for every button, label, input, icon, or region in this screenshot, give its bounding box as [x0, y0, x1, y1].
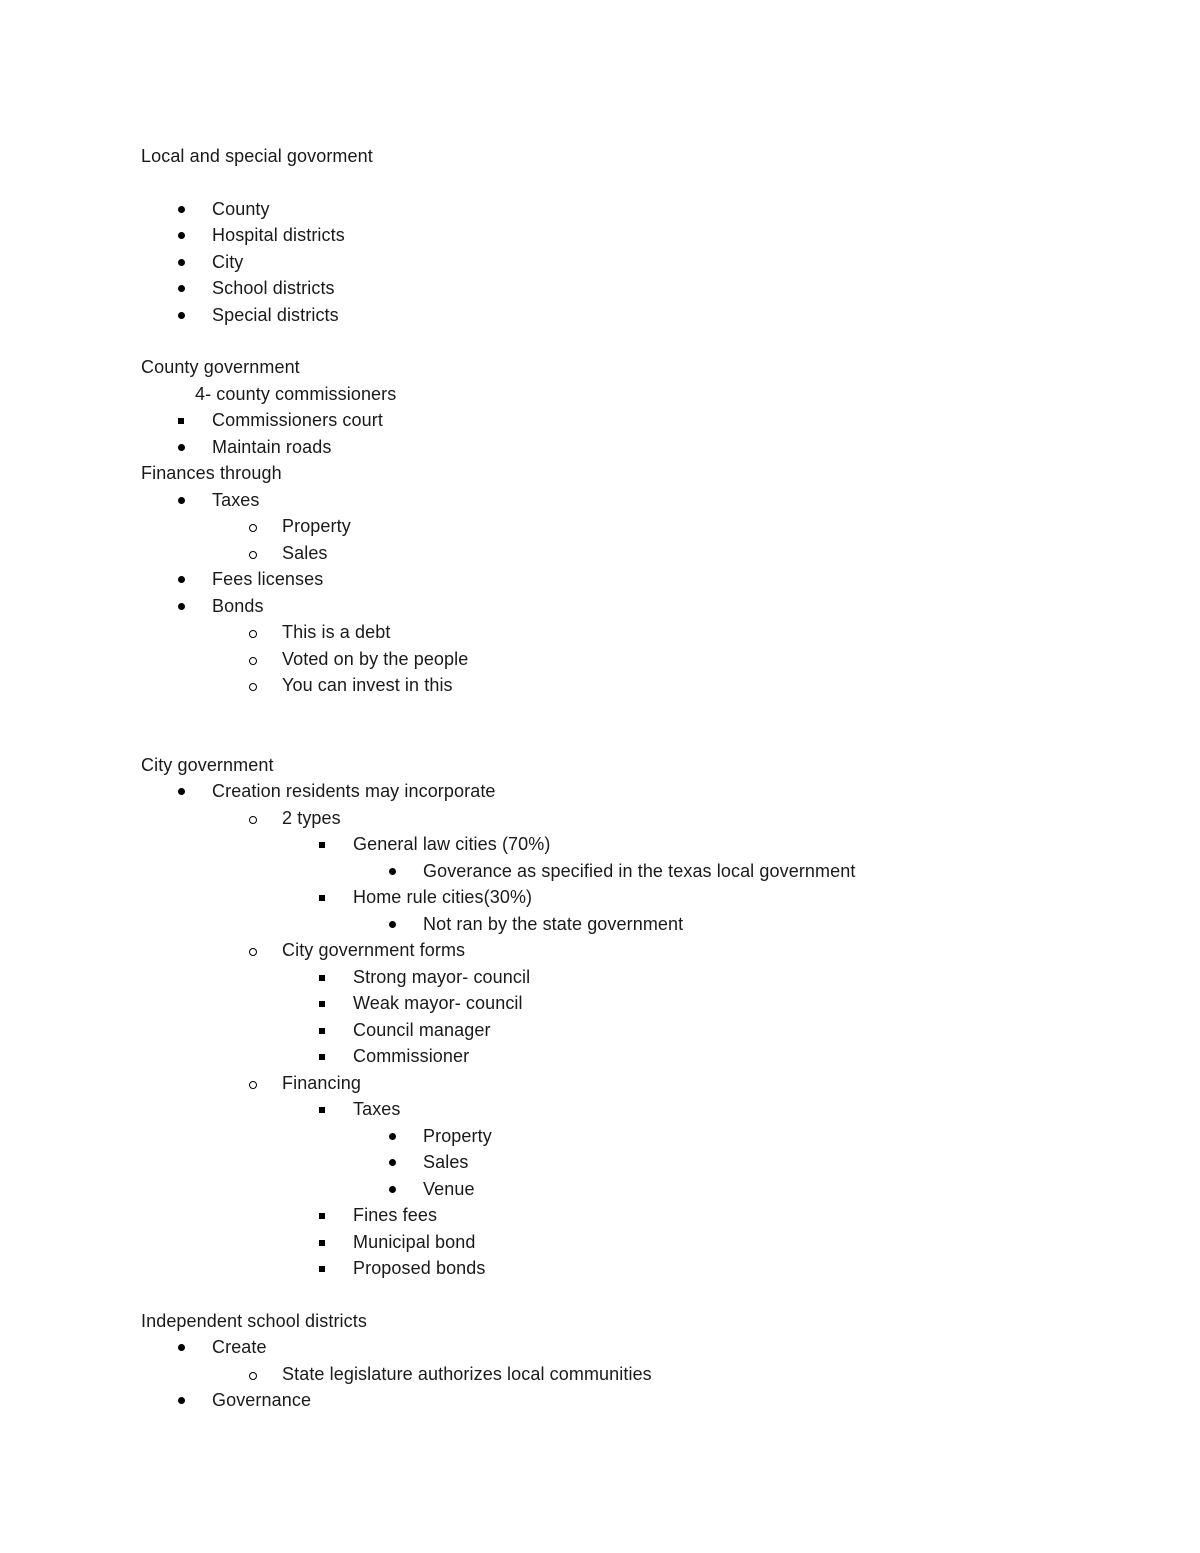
item-text: Taxes: [353, 1099, 401, 1119]
item-text: Sales: [423, 1152, 469, 1172]
disc-bullet-icon: [178, 312, 185, 319]
square-bullet-icon: [319, 842, 325, 848]
item-text: Commissioner: [353, 1046, 470, 1066]
item-text: Weak mayor- council: [353, 993, 523, 1013]
square-bullet-icon: [178, 418, 184, 424]
square-bullet-icon: [319, 895, 325, 901]
circle-bullet-icon: [249, 683, 257, 691]
item-text: This is a debt: [282, 622, 391, 642]
square-bullet-icon: [319, 1001, 325, 1007]
item-text: Strong mayor- council: [353, 966, 531, 987]
disc-bullet-icon: [178, 232, 185, 239]
disc-bullet-icon: [389, 1159, 396, 1166]
circle-bullet-icon: [249, 816, 257, 824]
item-text: Bonds: [212, 595, 264, 616]
disc-bullet-icon: [178, 206, 185, 213]
section-text: Local and special govorment: [141, 146, 373, 166]
square-bullet-icon: [319, 1107, 325, 1113]
item-text: Home rule cities(30%): [353, 887, 533, 907]
item-text: You can invest in this: [282, 675, 453, 695]
disc-bullet-icon: [178, 788, 185, 795]
item-text: Fines fees: [353, 1205, 438, 1225]
disc-bullet-icon: [178, 603, 185, 610]
item-text: Financing: [282, 1072, 361, 1093]
section-text: County government: [141, 357, 300, 377]
item-text: Goverance as specified in the texas local government: [423, 860, 856, 881]
circle-bullet-icon: [249, 657, 257, 665]
item-text: Sales: [282, 542, 328, 563]
item-text: Council manager: [353, 1019, 491, 1040]
item-text: Property: [282, 516, 351, 536]
disc-bullet-icon: [389, 1186, 396, 1193]
item-text: County: [212, 198, 270, 219]
section-text: Finances through: [141, 463, 282, 483]
circle-bullet-icon: [249, 948, 257, 956]
disc-bullet-icon: [178, 444, 185, 451]
item-text: Fees licenses: [212, 569, 324, 589]
item-text: Creation residents may incorporate: [212, 781, 496, 801]
item-text: Proposed bonds: [353, 1258, 486, 1278]
square-bullet-icon: [319, 1054, 325, 1060]
item-text: City: [212, 251, 244, 272]
section-text: 4- county commissioners: [195, 383, 397, 404]
disc-bullet-icon: [389, 1133, 396, 1140]
item-text: Voted on by the people: [282, 648, 469, 669]
item-text: School districts: [212, 278, 335, 298]
item-text: Hospital districts: [212, 225, 345, 245]
section-text: City government: [141, 754, 274, 775]
square-bullet-icon: [319, 1240, 325, 1246]
item-text: Not ran by the state government: [423, 913, 684, 934]
item-text: General law cities (70%): [353, 834, 551, 854]
item-text: 2 types: [282, 807, 341, 828]
circle-bullet-icon: [249, 630, 257, 638]
circle-bullet-icon: [249, 1372, 257, 1380]
disc-bullet-icon: [178, 285, 185, 292]
item-text: Governance: [212, 1390, 312, 1410]
disc-bullet-icon: [178, 259, 185, 266]
disc-bullet-icon: [178, 576, 185, 583]
disc-bullet-icon: [178, 1397, 185, 1404]
section-text: Independent school districts: [141, 1310, 367, 1331]
item-text: Commissioners court: [212, 410, 383, 430]
square-bullet-icon: [319, 1266, 325, 1272]
item-text: Maintain roads: [212, 436, 332, 457]
square-bullet-icon: [319, 975, 325, 981]
item-text: Create: [212, 1337, 267, 1357]
square-bullet-icon: [319, 1028, 325, 1034]
item-text: Taxes: [212, 489, 260, 510]
disc-bullet-icon: [389, 921, 396, 928]
circle-bullet-icon: [249, 524, 257, 532]
item-text: Special districts: [212, 304, 339, 325]
circle-bullet-icon: [249, 551, 257, 559]
square-bullet-icon: [319, 1213, 325, 1219]
item-text: Municipal bond: [353, 1231, 476, 1252]
item-text: City government forms: [282, 940, 466, 960]
item-text: Property: [423, 1125, 492, 1146]
item-text: Venue: [423, 1178, 475, 1199]
circle-bullet-icon: [249, 1081, 257, 1089]
disc-bullet-icon: [178, 497, 185, 504]
disc-bullet-icon: [178, 1344, 185, 1351]
item-text: State legislature authorizes local communities: [282, 1363, 652, 1384]
disc-bullet-icon: [389, 868, 396, 875]
